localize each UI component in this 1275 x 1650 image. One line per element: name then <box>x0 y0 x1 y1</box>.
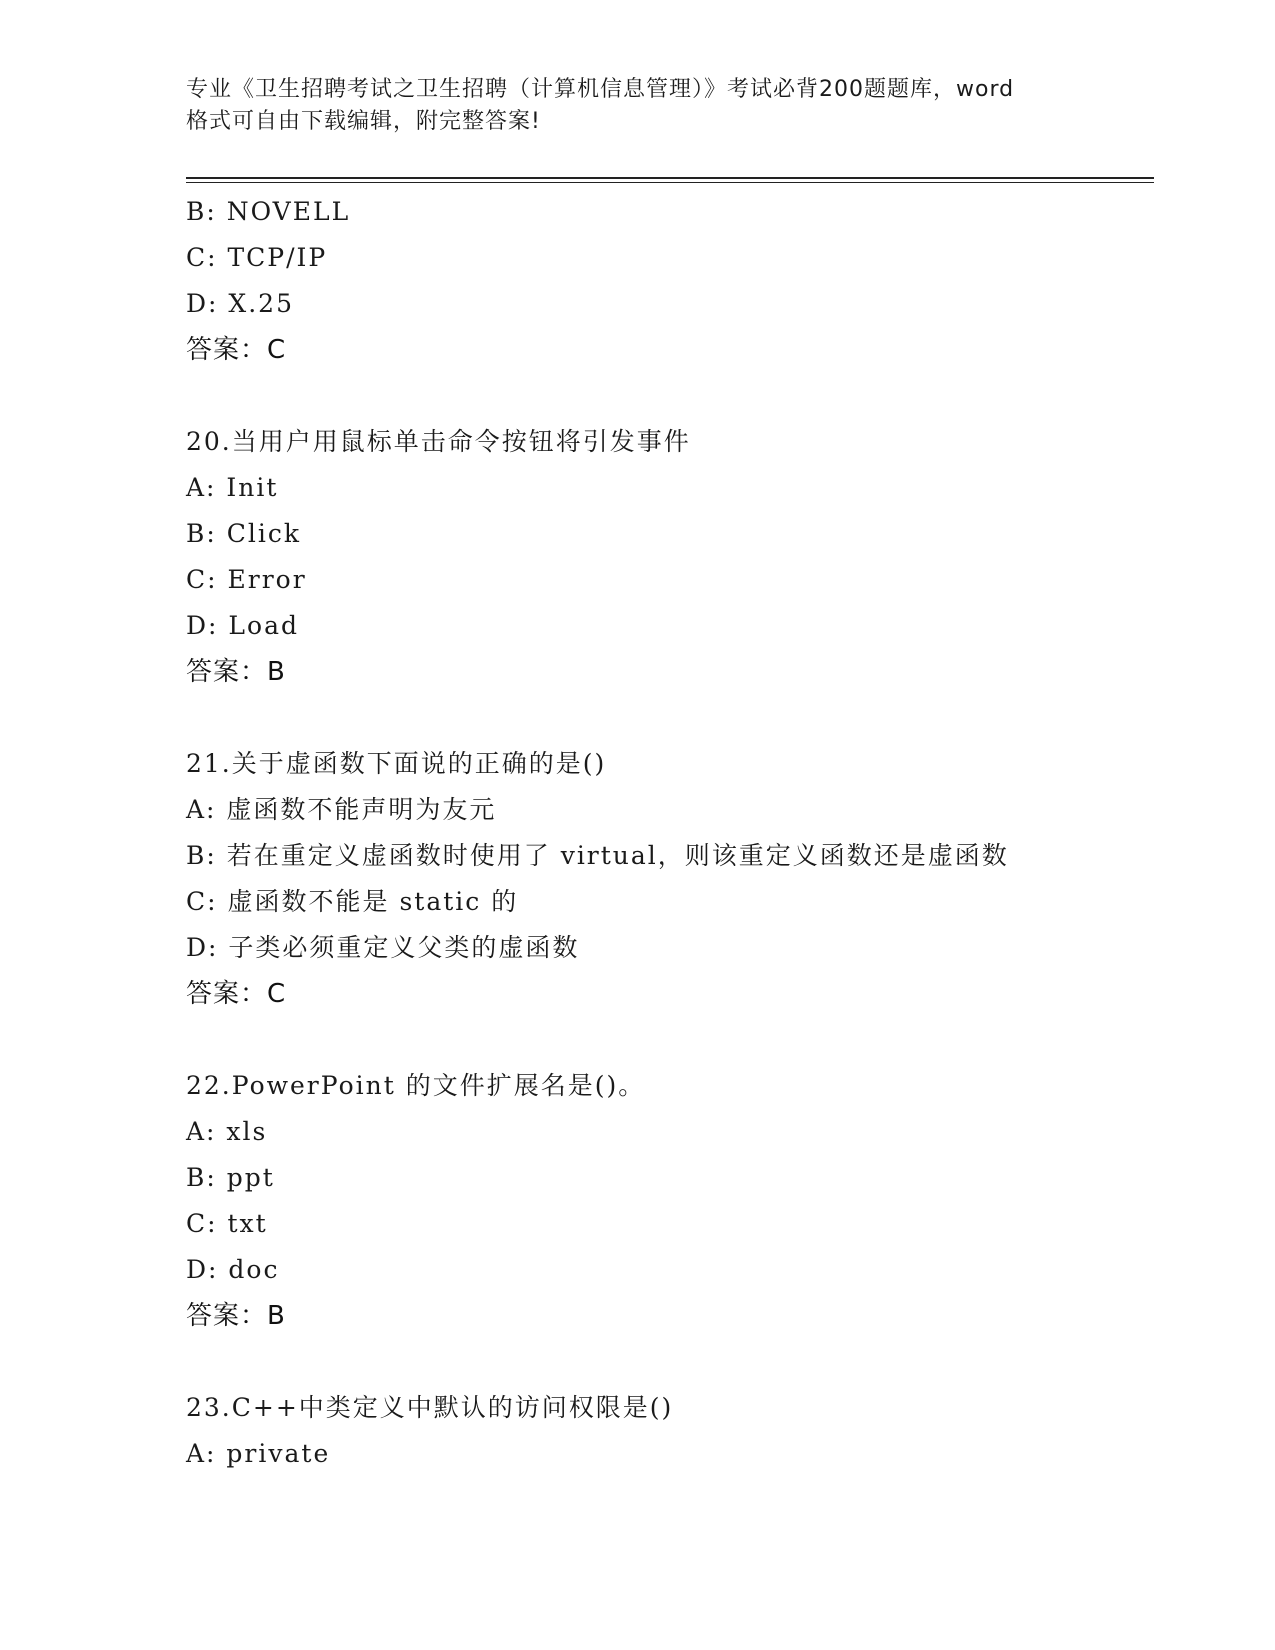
header-divider-thick <box>186 177 1154 179</box>
option-c: C: 虚函数不能是 static 的 <box>186 887 519 916</box>
option-a: A: xls <box>186 1117 268 1146</box>
answer-line: 答案：C <box>186 335 287 365</box>
option-b: B: NOVELL <box>186 197 351 226</box>
question-22 <box>186 1063 1154 1339</box>
header-divider-thin <box>186 182 1154 183</box>
option-c: C: txt <box>186 1209 268 1238</box>
option-b: B: Click <box>186 519 302 548</box>
answer-line: 答案：B <box>186 657 286 687</box>
header-line-1: 专业《卫生招聘考试之卫生招聘（计算机信息管理）》考试必背200题题库，word <box>186 77 1015 102</box>
question-20 <box>186 419 1154 695</box>
answer-line: 答案：B <box>186 1301 286 1331</box>
option-d: D: doc <box>186 1255 280 1284</box>
question-21 <box>186 741 1154 1017</box>
option-a: A: Init <box>186 473 279 502</box>
header-line-2: 格式可自由下载编辑，附完整答案! <box>186 109 541 134</box>
answer-line: 答案：C <box>186 979 287 1009</box>
question-stem: 21.关于虚函数下面说的正确的是() <box>186 749 607 778</box>
spacer <box>186 1339 1154 1385</box>
question-list <box>186 189 1154 1477</box>
question-stem: 23.C++中类定义中默认的访问权限是() <box>186 1393 674 1422</box>
spacer <box>186 695 1154 741</box>
question-23 <box>186 1385 1154 1477</box>
spacer <box>186 1017 1154 1063</box>
question-stem: 20.当用户用鼠标单击命令按钮将引发事件 <box>186 427 691 456</box>
option-d: D: X.25 <box>186 289 294 318</box>
spacer <box>186 373 1154 419</box>
question-19 <box>186 189 1154 373</box>
option-d: D: Load <box>186 611 299 640</box>
option-b: B: ppt <box>186 1163 275 1192</box>
document-header <box>186 74 1086 138</box>
option-c: C: Error <box>186 565 307 594</box>
option-b: B: 若在重定义虚函数时使用了 virtual，则该重定义函数还是虚函数 <box>186 841 1009 870</box>
option-a: A: 虚函数不能声明为友元 <box>186 795 497 824</box>
question-stem: 22.PowerPoint 的文件扩展名是()。 <box>186 1071 646 1100</box>
option-d: D: 子类必须重定义父类的虚函数 <box>186 933 580 962</box>
option-a: A: private <box>186 1439 331 1468</box>
option-c: C: TCP/IP <box>186 243 328 272</box>
